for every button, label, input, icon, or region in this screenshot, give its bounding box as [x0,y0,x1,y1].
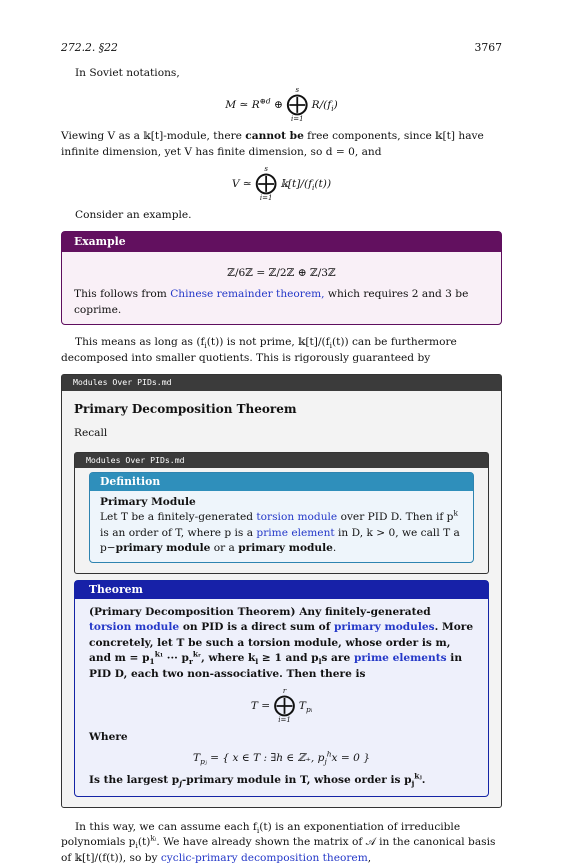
torsion-module-link[interactable]: torsion module [256,511,338,524]
page-body [61,66,502,866]
example-title: Example [62,232,501,252]
paragraph-soviet: In Soviet notations, [75,67,180,79]
definition-title: Definition [90,473,473,491]
embedded-note-inner [74,452,489,575]
inner-note-filename[interactable]: Modules Over PIDs.md [75,453,488,469]
torsion-module-link-2[interactable]: torsion module [89,621,180,634]
recall-label: Recall [74,427,108,440]
equation-v-decomposition: V ≃ s ⨁ i=1 $𝕜[t]/(f_i(t))$ [231,165,332,203]
example-callout [61,231,502,325]
paragraph-quotients: This means as long as $(f_i(t))$ is not prime, $𝕜[t]/(f_i(t))$ can be furthermore decomposed into smaller quotients. This is rigorously guaranteed by [61,336,457,364]
chinese-remainder-link[interactable]: Chinese remainder theorem, [170,288,325,301]
paragraph-conclusion: In this way, we can assume each $f_i(t)$ is an exponentiation of irreducible polynomials $p_i(t)^{kᵢ}$. We have already shown the matrix of 𝒜 in the canonical basis of 𝕜[t]/(f(t)), so by cyclic-primary decomposition theorem, [61,821,496,864]
primary-modules-link[interactable]: primary modules [333,621,435,634]
prime-elements-link[interactable]: prime elements [353,652,447,665]
definition-term: Primary Module [100,496,196,509]
section-label: 272.2. §22 [61,41,118,54]
paragraph-viewing: Viewing V as a 𝕜[t]-module, there cannot be free components, since 𝕜[t] have infinite dimension, yet V has finite dimension, so d = 0, and [61,130,484,158]
cyclic-primary-link[interactable]: cyclic-primary decomposition theorem [160,851,368,864]
equation-direct-sum: T = r ⨁ i=1 $T_{pᵢ}$ [250,686,313,724]
example-formula: ℤ/6ℤ = ℤ/2ℤ ⊕ ℤ/3ℤ [227,267,336,280]
theorem-statement: (Primary Decomposition Theorem) Any finitely-generated torsion module on PID is a direct sum of primary modules. More concretely, let T be such a torsion module, whose order is m, and $m = p_1^{k_1}$ ··· $p_r^{kᵣ}$, where $k_l \ge 1$ and $p_ls$ are prime elements in PID D, each two non-associative. Then there is [89,606,474,680]
definition-text: Let T be a finitely-generated torsion module over PID D. Then if $p^k$ is an order of T, where p is a prime element in D, k > 0, we call T a p−primary module or a primary module. [100,508,460,555]
where-label: Where [89,730,128,743]
equation-module-decomposition: M ≃ $R^{\oplus d}$ ⊕ s ⨁ i=1 $R/(f_i)$ [225,86,338,124]
embedded-note-filename[interactable]: Modules Over PIDs.md [62,375,501,391]
theorem-conclusion: Is the largest $p_j$-primary module in T, whose order is $p_j^{kⱼ}$. [89,771,426,788]
paragraph-example-intro: Consider an example. [75,209,192,222]
theorem-heading: Primary Decomposition Theorem [74,401,297,416]
embedded-note-outer [61,374,502,808]
page-number: 3767 [474,41,502,54]
definition-callout [89,472,474,563]
theorem-title: Theorem [75,581,488,599]
equation-primary-component: $T_{pⱼ}$ = { x ∈ T : ∃h ∈ ℤ₊, $p_j^hx = 0$ } [193,749,370,767]
theorem-callout [74,580,489,797]
running-header [61,40,502,54]
prime-element-link[interactable]: prime element [256,526,335,539]
example-text: This follows from Chinese remainder theorem, which requires 2 and 3 be coprime. [74,288,469,316]
